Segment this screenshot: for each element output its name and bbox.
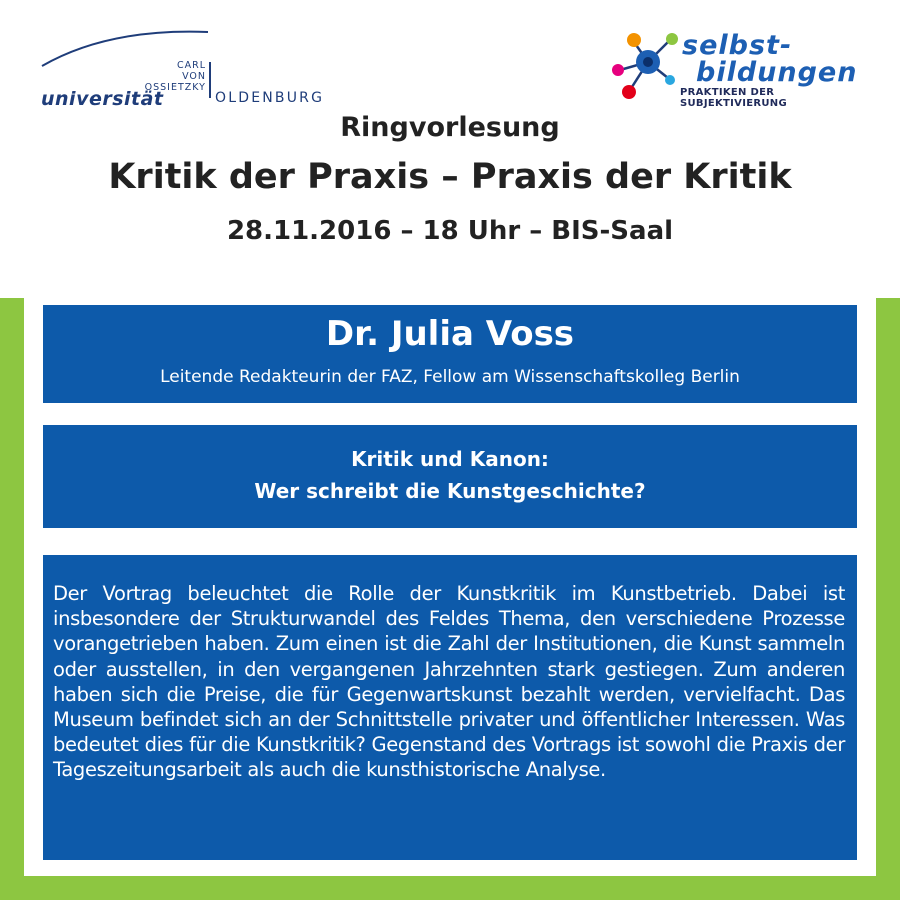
university-logo-line1: CARL xyxy=(176,60,206,71)
abstract-text: Der Vortrag beleuchtet die Rolle der Kunstkritik im Kunstbetrieb. Dabei ist insbesondere der Strukturwandel des Feldes Thema, den verschiedene Prozesse vorangetrieben haben. Zum einen ist die Zahl der Institutionen, die Kunst sammeln oder ausstellen, in den vergangenen Jahrzehnten stark gestiegen. Zum anderen haben sich die Preise, die für Gegenwartskunst bezahlt werden, vervielfacht. Das Museum befindet sich an der Schnittstelle privater und öffentlicher Interessen. Was bedeutet dies für die Kunstkritik? Gegenstand des Vortrags ist sowohl die Praxis der Tageszeitungsarbeit als auch die kunsthistorische Analyse. xyxy=(53,582,845,782)
university-logo-line2: VON xyxy=(182,71,206,82)
selbstbildungen-title-line1: selbst- xyxy=(682,30,793,61)
selbstbildungen-title-line2: bildungen xyxy=(696,57,858,88)
event-date-location: 28.11.2016 – 18 Uhr – BIS-Saal xyxy=(226,216,674,246)
speaker-name: Dr. Julia Voss xyxy=(325,314,575,354)
university-logo-line3: OSSIETZKY xyxy=(144,82,206,93)
university-logo-name xyxy=(164,60,206,82)
topic-line1: Kritik und Kanon: xyxy=(351,447,549,471)
topic-box xyxy=(43,425,857,528)
university-logo-city: OLDENBURG xyxy=(215,90,325,106)
university-logo-divider xyxy=(209,62,211,98)
selbstbildungen-subtitle: PRAKTIKEN DER SUBJEKTIVIERUNG xyxy=(680,87,787,109)
university-logo-word: universität xyxy=(41,88,164,110)
speaker-role: Leitende Redakteurin der FAZ, Fellow am Wissenschaftskolleg Berlin xyxy=(160,367,740,387)
lecture-series-title: Kritik der Praxis – Praxis der Kritik xyxy=(108,157,792,197)
selbstbildungen-logo xyxy=(610,28,870,109)
speaker-box xyxy=(43,305,857,403)
topic-line2: Wer schreibt die Kunstgeschichte? xyxy=(254,479,646,503)
abstract-box xyxy=(43,555,857,860)
molecule-icon xyxy=(610,28,690,102)
university-logo xyxy=(38,26,325,110)
lecture-series-label: Ringvorlesung xyxy=(340,112,560,143)
